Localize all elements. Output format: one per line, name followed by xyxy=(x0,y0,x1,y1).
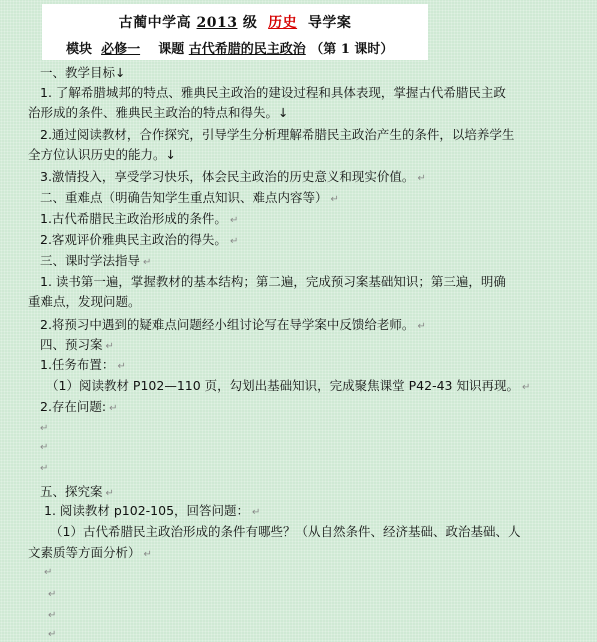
header-subtitle xyxy=(66,38,393,57)
section-key-title xyxy=(40,188,339,210)
paragraph-mark: ↵ xyxy=(48,589,57,600)
document-header xyxy=(42,4,428,60)
task-detail xyxy=(46,376,530,398)
paragraph-mark: ↵ xyxy=(229,236,239,247)
key1-text: 1.古代希腊民主政治形成的条件。 xyxy=(40,211,227,226)
grade-label: 级 xyxy=(242,15,258,31)
problems xyxy=(40,397,118,419)
paragraph-mark: ↵ xyxy=(109,403,118,414)
goal2-line2: 全方位认识历史的能力。↓ xyxy=(28,147,176,162)
paragraph-mark: ↵ xyxy=(40,442,49,453)
school-name: 古蔺中学高 xyxy=(118,15,192,31)
question1-line2-text: 文素质等方面分析） xyxy=(28,545,141,560)
topic-label: 课题 xyxy=(158,42,185,57)
question1-line1: （1）古代希腊民主政治形成的条件有哪些？（从自然条件、经济基础、政治基础、人 xyxy=(50,524,521,539)
paragraph-mark: ↵ xyxy=(143,549,152,560)
method2-text: 2.将预习中遇到的疑难点问题经小组讨论写在导学案中反馈给老师。 xyxy=(40,317,415,332)
method1-line2: 重难点，发现问题。 xyxy=(28,294,141,309)
paragraph-mark: ↵ xyxy=(48,610,57,621)
paragraph-mark: ↵ xyxy=(143,257,152,268)
section-goals-title: 一、教学目标↓ xyxy=(40,65,126,80)
section-method-title xyxy=(40,251,151,273)
paragraph-mark: ↵ xyxy=(521,382,531,393)
doc-type: 导学案 xyxy=(307,15,352,31)
paragraph-mark: ↵ xyxy=(105,341,114,352)
task-title-text: 1.任务布置： xyxy=(40,357,115,372)
key1 xyxy=(40,209,238,231)
paragraph-mark: ↵ xyxy=(44,567,53,578)
question1-line2 xyxy=(28,543,152,565)
key2-text: 2.客观评价雅典民主政治的得失。 xyxy=(40,232,227,247)
paragraph-mark: ↵ xyxy=(40,423,49,434)
paragraph-mark: ↵ xyxy=(417,173,426,184)
task-title xyxy=(40,355,126,377)
paragraph-mark: ↵ xyxy=(40,463,49,474)
paragraph-mark: ↵ xyxy=(252,507,261,518)
paragraph-mark: ↵ xyxy=(229,215,239,226)
paragraph-mark: ↵ xyxy=(417,321,426,332)
key-title-text: 二、重难点（明确告知学生重点知识、难点内容等） xyxy=(40,190,328,205)
method1-line1: 1. 读书第一遍，掌握教材的基本结构；第二遍，完成预习案基础知识；第三遍，明确 xyxy=(40,274,506,289)
task-detail-text: （1）阅读教材 P102—110 页，勾划出基础知识，完成聚焦课堂 P42-43 知识再现。 xyxy=(46,378,519,393)
year: 2013 xyxy=(196,15,238,31)
goal3 xyxy=(40,167,426,189)
topic: 古代希腊的民主政治 xyxy=(188,42,306,57)
key2 xyxy=(40,230,238,252)
paragraph-mark: ↵ xyxy=(105,488,114,499)
goal1-line1: 1. 了解希腊城邦的特点、雅典民主政治的建设过程和具体表现，掌握古代希腊民主政 xyxy=(40,85,506,100)
subject: 历史 xyxy=(268,15,298,31)
goal1-line2: 治形成的条件、雅典民主政治的特点和得失。↓ xyxy=(28,105,289,120)
paragraph-mark: ↵ xyxy=(48,629,57,640)
paragraph-mark: ↵ xyxy=(330,194,339,205)
method2 xyxy=(40,315,426,337)
explore1-text: 1. 阅读教材 p102-105，回答问题： xyxy=(44,503,250,518)
preview-title-text: 四、预习案 xyxy=(40,337,103,352)
module-label: 模块 xyxy=(66,42,93,57)
problems-text: 2.存在问题: xyxy=(40,399,107,414)
method-title-text: 三、课时学法指导 xyxy=(40,253,141,268)
paragraph-mark: ↵ xyxy=(117,361,126,372)
explore1 xyxy=(44,501,260,523)
lesson: （第 1 课时） xyxy=(310,42,394,57)
module: 必修一 xyxy=(101,42,141,57)
header-title xyxy=(42,12,428,32)
goal3-text: 3.激情投入，享受学习快乐，体会民主政治的历史意义和现实价值。 xyxy=(40,169,415,184)
section-preview-title xyxy=(40,335,114,357)
explore-title-text: 五、探究案 xyxy=(40,484,103,499)
goal2-line1: 2.通过阅读教材，合作探究，引导学生分析理解希腊民主政治产生的条件，以培养学生 xyxy=(40,127,515,142)
